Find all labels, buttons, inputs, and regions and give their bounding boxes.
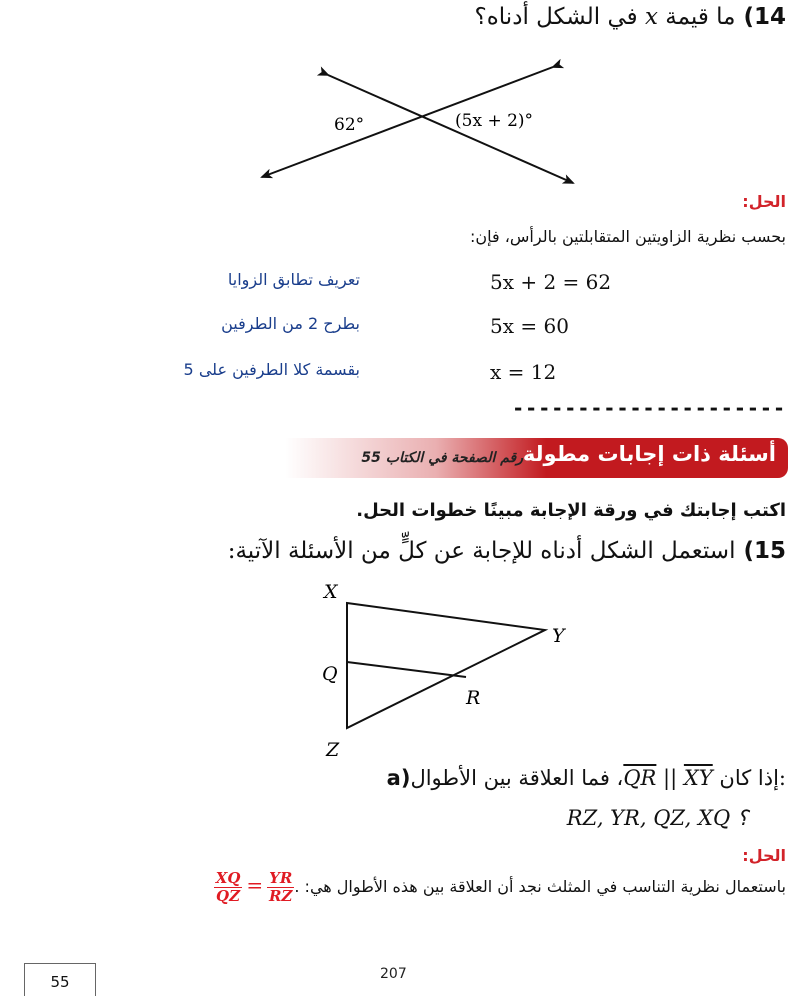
page-number-box: 55 <box>24 963 96 996</box>
solution-step <box>0 270 800 300</box>
angle-label-left: 62° <box>334 115 365 135</box>
step-equation: 5x = 60 <box>490 314 569 338</box>
triangle-figure <box>300 578 590 763</box>
step-reason: بقسمة كلا الطرفين على 5 <box>183 360 360 379</box>
vertex-label-y: Y <box>552 625 565 647</box>
part-text: إذا كان <box>712 766 779 790</box>
section-title: أسئلة ذات إجابات مطولة <box>522 442 776 466</box>
vertex-label-x: X <box>324 581 338 603</box>
segment-xy-label: $\overline{XY}$ <box>683 766 713 790</box>
separator-line: --------------------- <box>512 396 786 420</box>
fraction-denominator: RZ <box>269 887 293 905</box>
step-reason: تعريف تطابق الزوايا <box>227 270 360 289</box>
step-equation: 5x + 2 = 62 <box>490 270 612 294</box>
section-banner <box>285 438 788 478</box>
solution-text: باستعمال نظرية التناسب في المثلث نجد أن العلاقة بين هذه الأطوال هي: <box>304 877 786 896</box>
period: . <box>294 877 300 896</box>
vertex-label-r: R <box>466 687 481 709</box>
vertex-label-q: Q <box>322 663 338 685</box>
solution-step <box>0 360 800 390</box>
fraction-yr-rz <box>267 870 294 905</box>
variable-x: x <box>644 4 658 30</box>
part-letter: a) <box>386 766 411 790</box>
solution-label: الحل: <box>742 192 786 211</box>
vertex-label-z: Z <box>326 739 340 761</box>
part-a-lengths: ؟ RZ, YR, QZ, XQ <box>566 806 748 830</box>
section-instruction: اكتب إجابتك في ورقة الإجابة مبينًا خطوات الحل. <box>356 500 786 521</box>
question-number: 15) <box>743 538 786 564</box>
question-14 <box>475 4 786 30</box>
question-15 <box>228 538 786 564</box>
page-number-center: 207 <box>380 966 407 982</box>
segment-qr <box>347 662 466 677</box>
fraction-xq-qz <box>214 870 243 905</box>
angle-label-right: (5x + 2)° <box>455 111 534 131</box>
part-a <box>379 766 786 790</box>
fraction-numerator: XQ <box>215 869 241 887</box>
solution-statement <box>214 870 786 905</box>
fraction-denominator: QZ <box>216 887 241 905</box>
solution-intro: بحسب نظرية الزاويتين المتقابلتين بالرأس، فإن: <box>469 227 786 246</box>
equals-sign: = <box>246 873 264 897</box>
question-text: استعمل الشكل أدناه للإجابة عن كلٍّ من الأسئلة الآتية: <box>227 538 736 564</box>
intersecting-lines-figure <box>240 55 600 190</box>
part-text-end: ، فما العلاقة بين الأطوال: <box>410 766 786 790</box>
proportion <box>214 870 300 905</box>
question-text: ما قيمة <box>657 4 736 30</box>
question-number: 14) <box>743 4 786 30</box>
book-page-reference: رقم الصفحة في الكتاب 55 <box>361 450 523 466</box>
segment-qr-label: $\overline{QR}$ <box>623 766 657 790</box>
question-text-end: في الشكل أدناه؟ <box>474 4 645 30</box>
step-reason: بطرح 2 من الطرفين <box>221 314 360 333</box>
solution-label: الحل: <box>742 846 786 865</box>
step-equation: x = 12 <box>490 360 557 384</box>
solution-step <box>0 314 800 344</box>
line-1 <box>328 75 573 183</box>
fraction-numerator: YR <box>269 869 293 887</box>
parallel-symbol: || <box>656 766 684 790</box>
parallel-statement <box>623 766 712 790</box>
